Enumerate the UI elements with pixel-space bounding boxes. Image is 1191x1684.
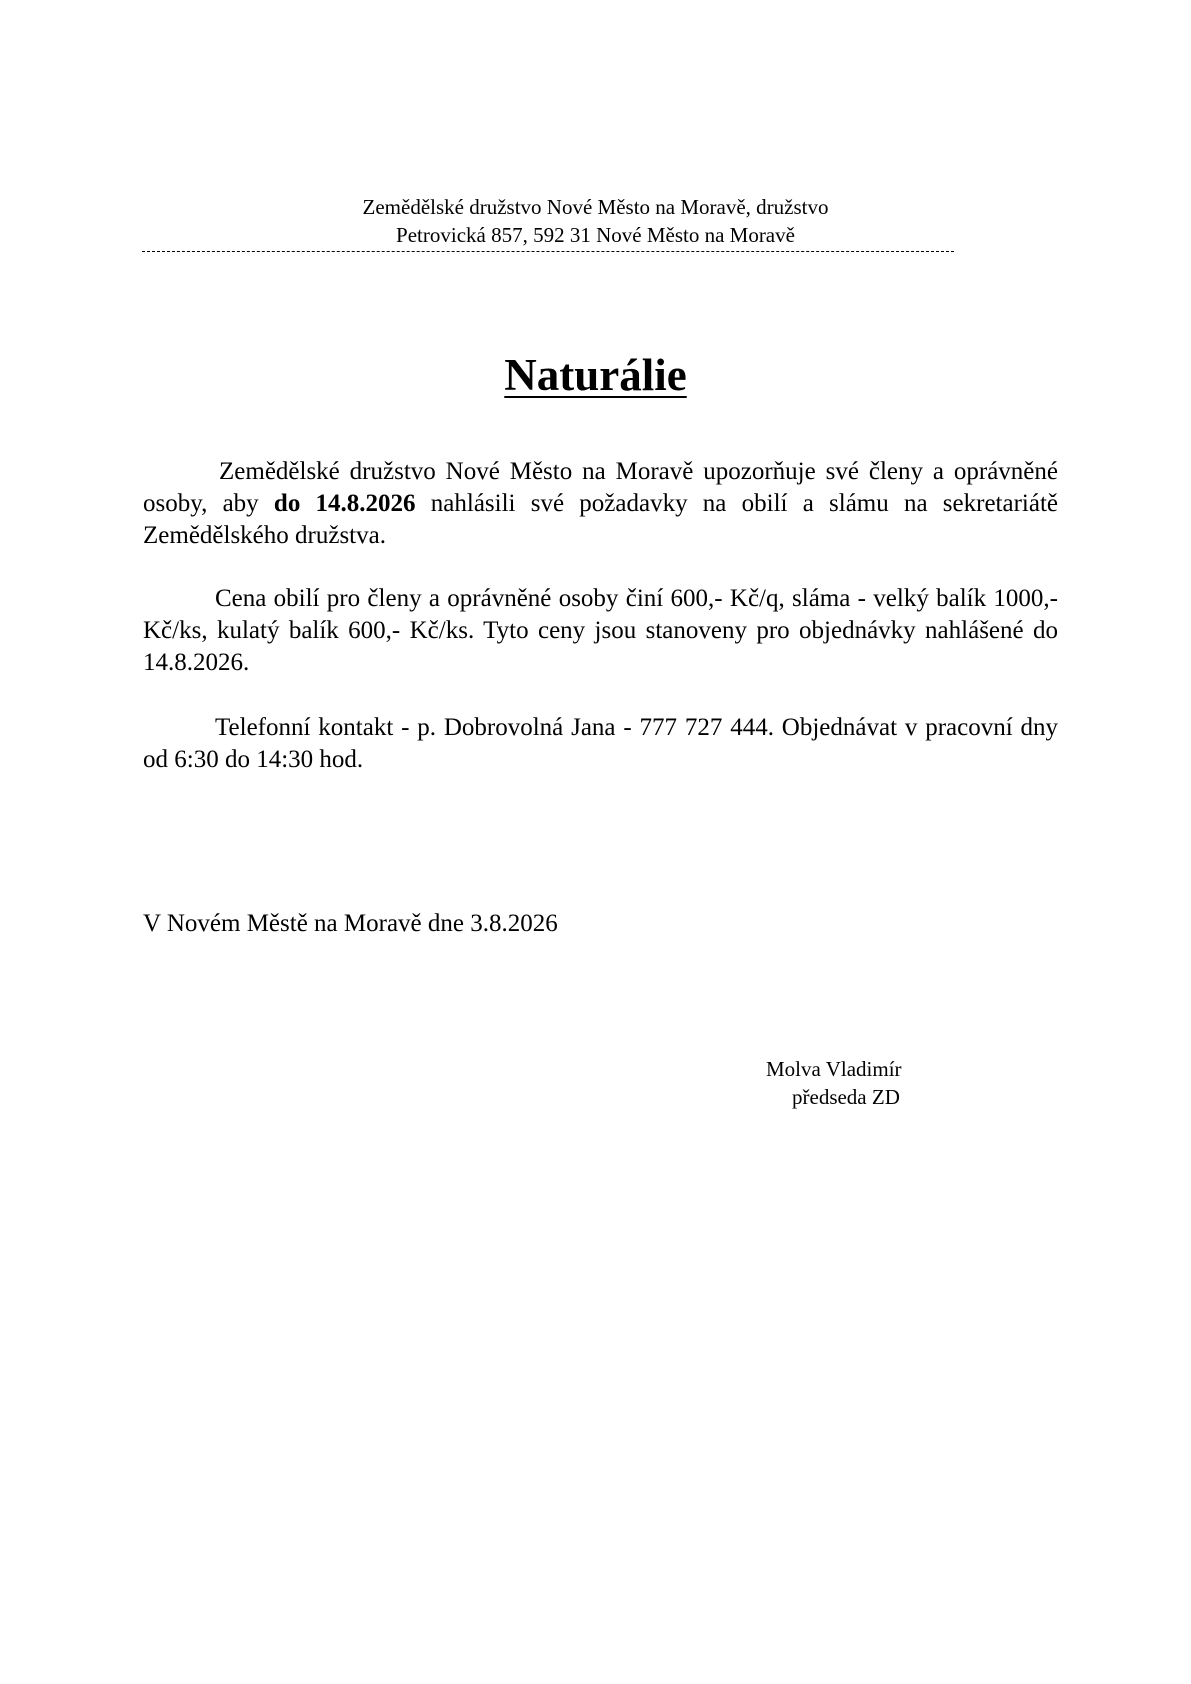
letterhead [0,193,1191,249]
paragraph-deadline-start: Zemědělské družstvo Nové Město na Moravě upozorňuje své členy a oprávněné osoby, aby [143,458,1058,517]
letterhead-address: Petrovická 857, 592 31 Nové Město na Moravě [396,223,795,247]
dashed-separator [142,251,954,252]
document-title: Naturálie [504,350,687,400]
signatory-name: Molva Vladimír [766,1057,902,1081]
paragraph-contact: Telefonní kontakt - p. Dobrovolná Jana - 777 727 444. Objednávat v pracovní dny od 6:30 do 14:30 hod. [143,714,1058,773]
letterhead-organization: Zemědělské družstvo Nové Město na Moravě, družstvo [362,195,829,219]
paragraph-prices: Cena obilí pro členy a oprávněné osoby činí 600,- Kč/q, sláma - velký balík 1000,- Kč/ks, kulatý balík 600,- Kč/ks. Tyto ceny jsou stanoveny pro objednávky nahlášené do 14.8.2026. [143,585,1058,676]
place-and-date: V Novém Městě na Moravě dne 3.8.2026 [143,910,558,937]
paragraph-deadline-end: nahlásili své požadavky na obilí a slámu na sekretariátě Zemědělského družstva. [143,490,1059,549]
signatory-role: předseda ZD [792,1085,900,1109]
signature-block [766,1055,902,1111]
deadline-date: do 14.8.2026 [273,490,416,517]
paragraph-deadline [143,456,1058,552]
